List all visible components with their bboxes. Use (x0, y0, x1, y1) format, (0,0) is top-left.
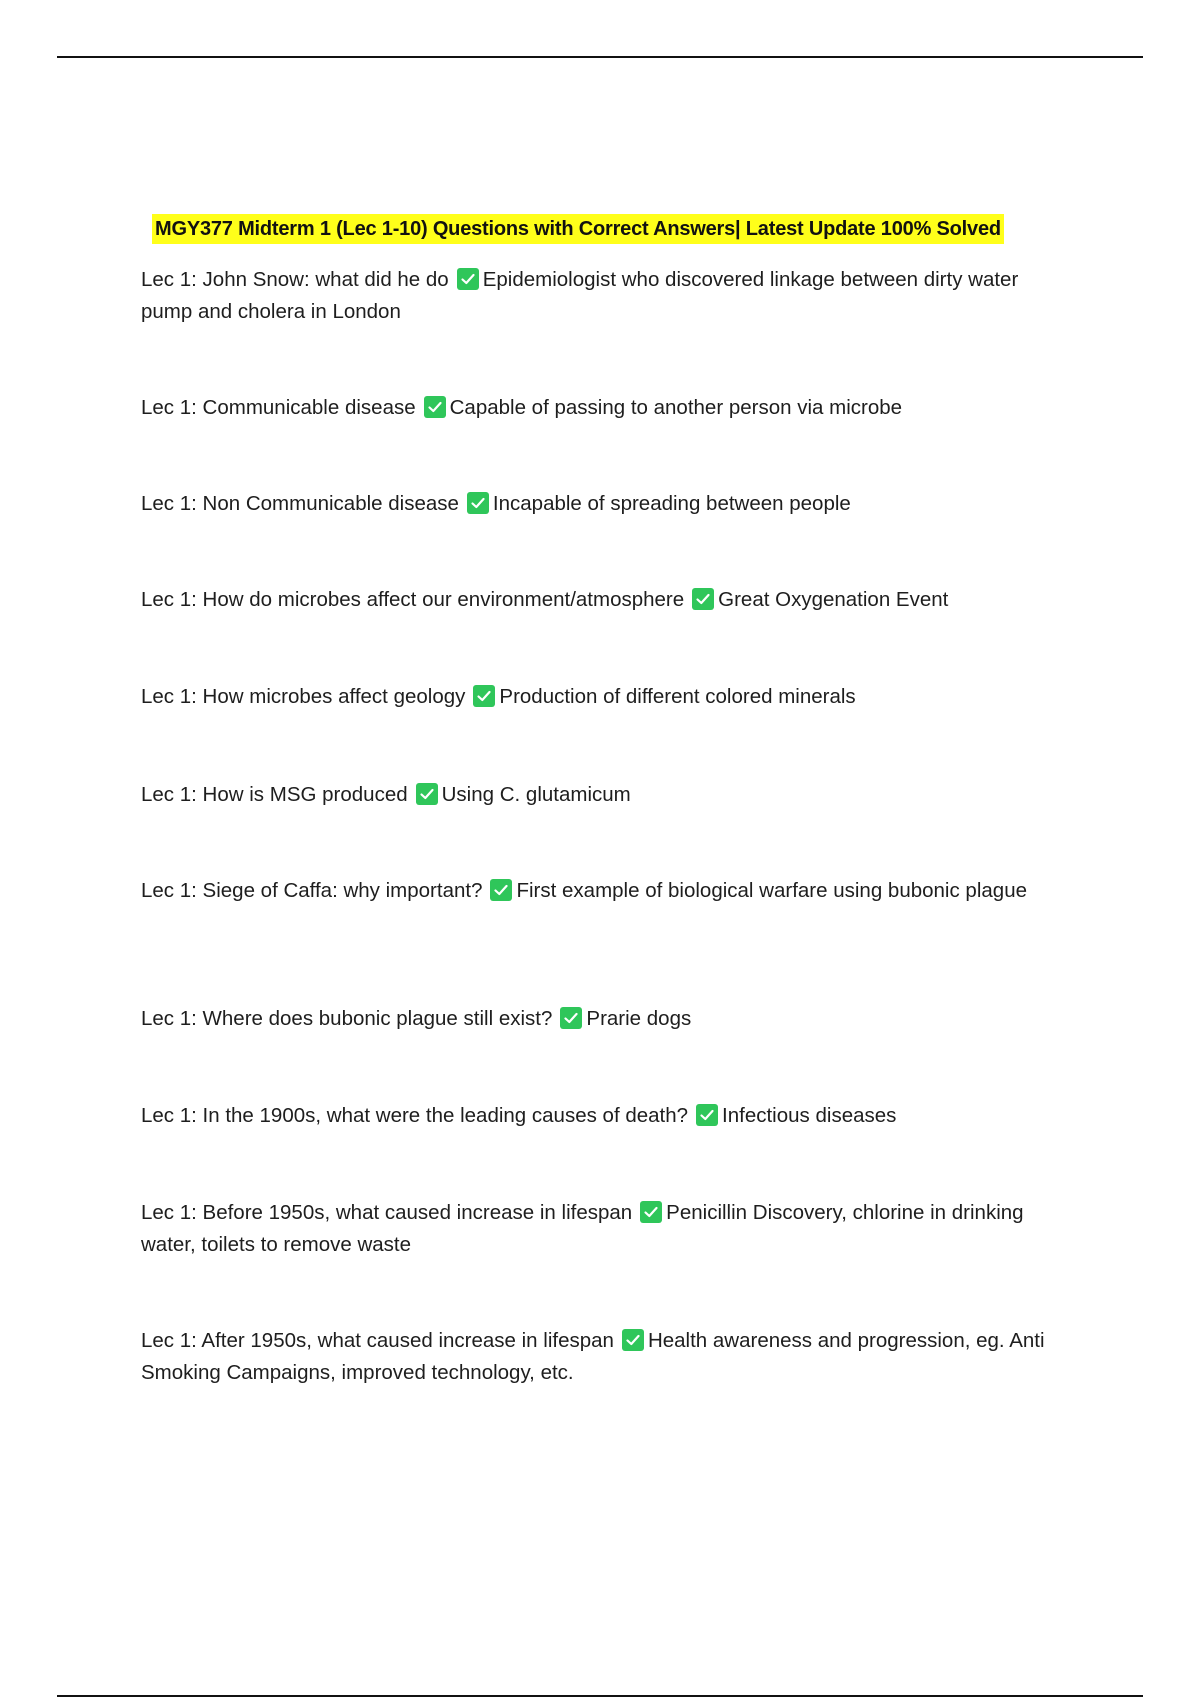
check-mark-icon (692, 588, 714, 610)
question-text: Lec 1: Siege of Caffa: why important? (141, 879, 483, 902)
answer-text: Penicillin Discovery, chlorine in drinking water, toilets to remove waste (141, 1201, 1024, 1256)
question-text: Lec 1: After 1950s, what caused increase in lifespan (141, 1329, 614, 1352)
answer-text: Production of different colored minerals (499, 685, 856, 708)
check-mark-icon (457, 268, 479, 290)
qa-item-8 (141, 1003, 1061, 1035)
answer-text: Health awareness and progression, eg. Anti Smoking Campaigns, improved technology, etc. (141, 1329, 1045, 1384)
document-title: MGY377 Midterm 1 (Lec 1-10) Questions with Correct Answers| Latest Update 100% Solved (152, 214, 1004, 244)
question-text: Lec 1: How do microbes affect our environment/atmosphere (141, 588, 685, 611)
question-text: Lec 1: John Snow: what did he do (141, 268, 449, 291)
answer-text: Incapable of spreading between people (492, 492, 851, 515)
question-text: Lec 1: How microbes affect geology (141, 685, 466, 708)
qa-item-11 (141, 1325, 1061, 1389)
qa-item-1 (141, 264, 1061, 328)
answer-text: Epidemiologist who discovered linkage between dirty water pump and cholera in London (141, 268, 1019, 323)
bottom-rule (57, 1695, 1143, 1697)
answer-text: First example of biological warfare using bubonic plague (516, 879, 1027, 902)
check-mark-icon (696, 1104, 718, 1126)
qa-item-2 (141, 392, 1061, 424)
question-text: Lec 1: Where does bubonic plague still exist? (141, 1007, 553, 1030)
check-mark-icon (467, 492, 489, 514)
question-text: Lec 1: Communicable disease (141, 396, 416, 419)
question-text: Lec 1: Before 1950s, what caused increase in lifespan (141, 1201, 633, 1224)
check-mark-icon (416, 783, 438, 805)
top-rule (57, 56, 1143, 58)
check-mark-icon (560, 1007, 582, 1029)
check-mark-icon (490, 879, 512, 901)
answer-text: Infectious diseases (722, 1104, 897, 1127)
question-text: Lec 1: How is MSG produced (141, 783, 408, 806)
qa-item-4 (141, 584, 1061, 616)
answer-text: Using C. glutamicum (441, 783, 631, 806)
qa-item-7 (141, 875, 1061, 907)
answer-text: Great Oxygenation Event (718, 588, 949, 611)
answer-text: Prarie dogs (586, 1007, 692, 1030)
title-block (152, 214, 1052, 244)
check-mark-icon (640, 1201, 662, 1223)
qa-item-10 (141, 1197, 1061, 1261)
qa-item-9 (141, 1100, 1061, 1132)
question-text: Lec 1: In the 1900s, what were the leading causes of death? (141, 1104, 689, 1127)
qa-item-5 (141, 681, 1061, 713)
check-mark-icon (622, 1329, 644, 1351)
question-text: Lec 1: Non Communicable disease (141, 492, 459, 515)
check-mark-icon (473, 685, 495, 707)
answer-text: Capable of passing to another person via microbe (449, 396, 903, 419)
qa-item-3 (141, 488, 1061, 520)
qa-item-6 (141, 779, 1061, 811)
check-mark-icon (424, 396, 446, 418)
